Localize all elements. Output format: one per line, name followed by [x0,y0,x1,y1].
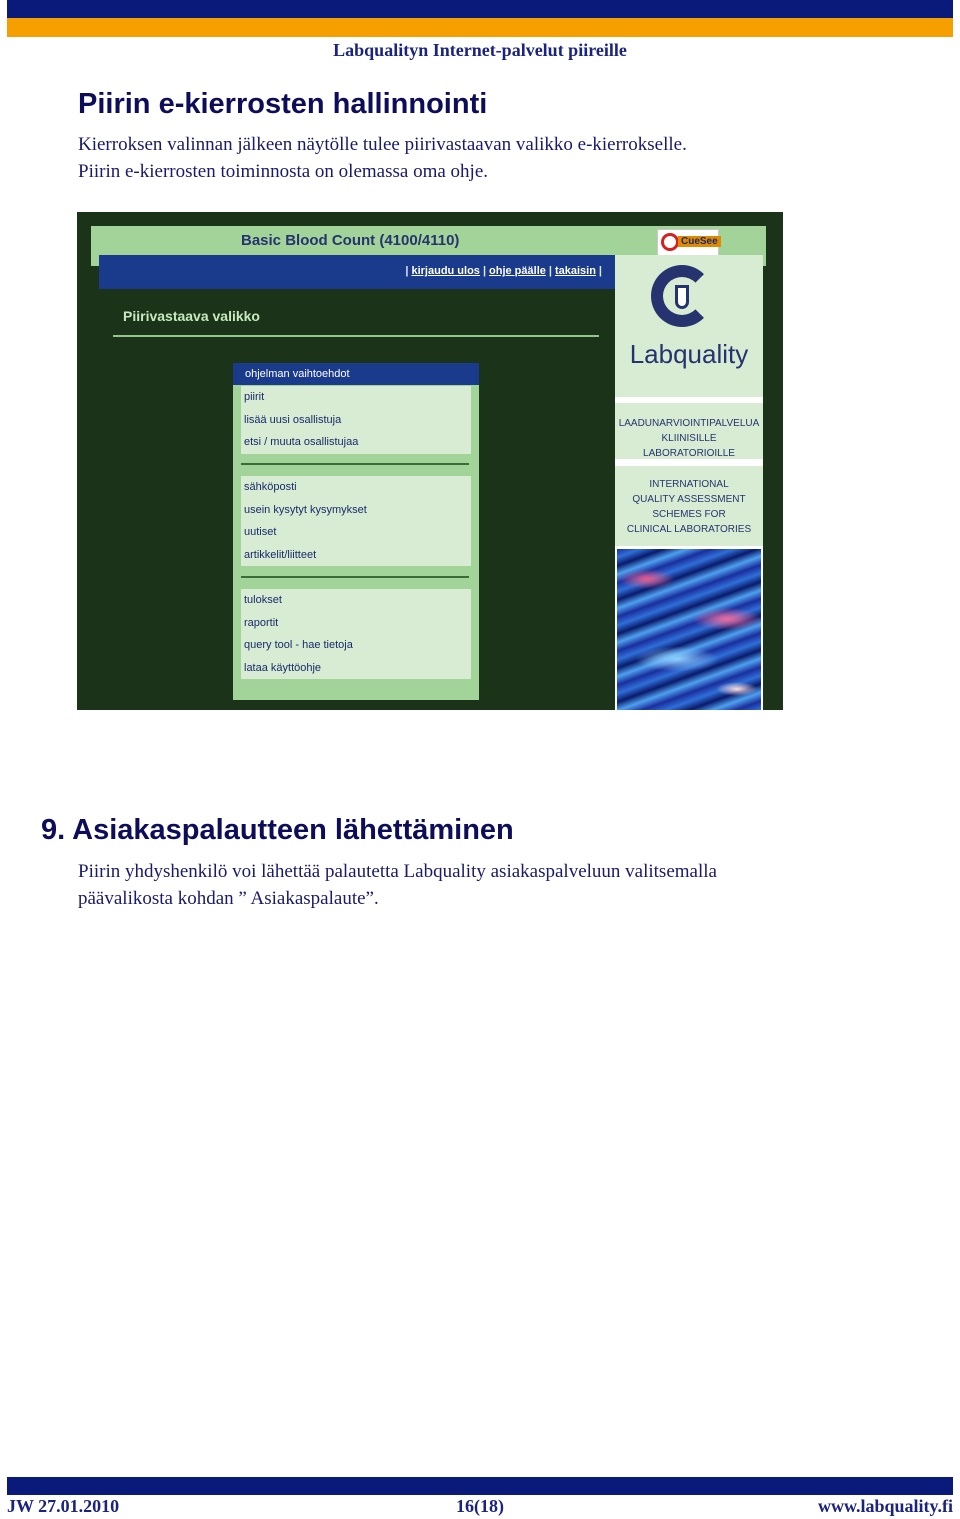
footer-url[interactable]: www.labquality.fi [817,1496,953,1516]
section-title: Piirin e-kierrosten hallinnointi [78,88,488,120]
menu-item-faq[interactable]: usein kysytyt kysymykset [244,503,367,516]
section-paragraph-line: Piirin e-kierrosten toiminnosta on olemassa oma ohje. [78,161,489,182]
menu-item-news[interactable]: uutiset [244,526,277,538]
logo-text: Labquality [629,339,749,369]
labquality-logo [615,255,763,397]
menu-item-results[interactable]: tulokset [244,594,282,606]
screenshot-nav-bar [99,255,615,289]
labquality-sidebar [615,255,763,710]
sidebar-text-line: INTERNATIONAL [649,479,729,490]
sidebar-text-line: LAADUNARVIOINTIPALVELUA [618,418,760,429]
menu-item-articles[interactable]: artikkelit/liitteet [244,548,317,561]
header-band-navy [7,0,953,18]
section-paragraph-line: päävalikosta kohdan ” Asiakaspalaute”. [78,888,379,909]
section-title: 9. Asiakaspalautteen lähettäminen [41,814,514,846]
options-menu [233,363,479,700]
back-link[interactable]: takaisin [554,265,596,277]
divider [113,335,599,337]
nav-links: | kirjaudu ulos | ohje päälle | takaisin | [405,265,602,277]
menu-item-districts[interactable]: piirit [244,391,265,403]
embedded-screenshot [77,212,783,710]
cuesee-logo[interactable] [657,229,719,257]
footer-band-navy [7,1477,953,1495]
water-reflection-photo [617,549,761,710]
help-toggle-link[interactable]: ohje päälle [489,265,546,277]
header-title: Labqualityn Internet-palvelut piireille [333,40,627,60]
menu-group [241,476,471,566]
header-band-orange [7,18,953,37]
menu-divider [241,463,469,465]
sidebar-finnish-text [615,403,763,459]
screenshot-page-title: Basic Blood Count (4100/4110) [241,232,460,249]
menu-header: ohjelman vaihtoehdot [233,363,479,385]
cuesee-label: CueSee [678,236,721,247]
menu-item-download-manual[interactable]: lataa käyttöohje [244,661,322,674]
menu-item-reports[interactable]: raportit [244,616,279,629]
menu-group [241,589,471,679]
logout-link[interactable]: kirjaudu ulos [411,265,480,277]
menu-page-heading: Piirivastaava valikko [123,308,260,324]
sidebar-text-line: KLIINISILLE LABORATORIOILLE [643,433,735,459]
sidebar-text-line: SCHEMES FOR [652,509,726,520]
menu-item-email[interactable]: sähköposti [244,481,297,493]
menu-item-query-tool[interactable]: query tool - hae tietoja [244,639,353,651]
menu-item-find-participant[interactable]: etsi / muuta osallistujaa [244,436,359,448]
sidebar-text-line: QUALITY ASSESSMENT [632,494,746,505]
sidebar-english-text [615,466,763,546]
section-paragraph-line: Kierroksen valinnan jälkeen näytölle tulee piirivastaavan valikko e-kierrokselle. [78,134,687,155]
test-tube-icon [675,285,689,309]
sidebar-text-line: CLINICAL LABORATORIES [626,524,752,535]
section-paragraph-line: Piirin yhdyshenkilö voi lähettää palautetta Labquality asiakaspalveluun valitsemalla [78,861,717,882]
menu-divider [241,576,469,578]
footer-date: JW 27.01.2010 [7,1496,120,1516]
menu-item-add-participant[interactable]: lisää uusi osallistuja [244,413,342,426]
q-logo-icon [661,233,679,251]
page-number: 16(18) [456,1496,504,1516]
menu-group [241,386,471,454]
